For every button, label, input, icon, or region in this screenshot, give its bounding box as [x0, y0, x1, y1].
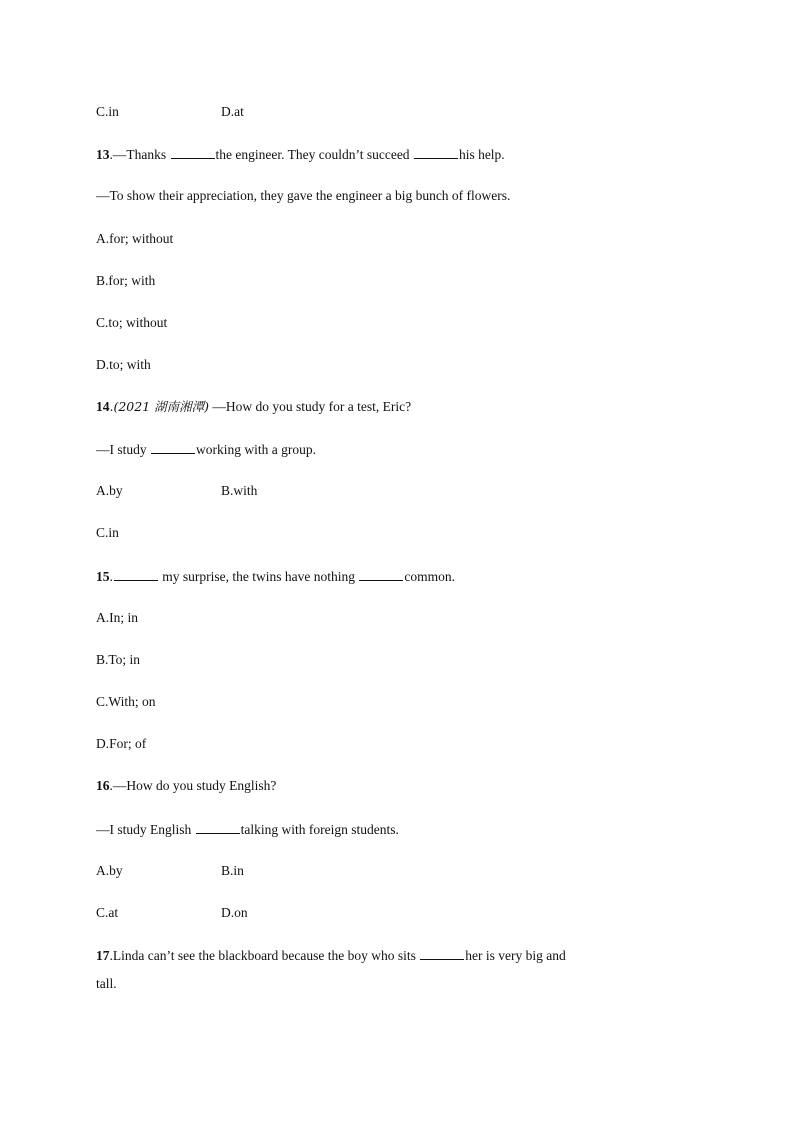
q14-reply — [96, 441, 316, 458]
question-number: 13 — [96, 147, 110, 162]
q13-stem-part2: the engineer. They couldn’t succeed — [215, 147, 410, 162]
answer-blank[interactable] — [196, 821, 240, 834]
question-number: 15 — [96, 569, 110, 584]
q16-reply — [96, 821, 399, 838]
q16-option-b: B.in — [221, 863, 244, 878]
q14-option-b: B.with — [221, 483, 258, 498]
q14-option-c: C.in — [96, 525, 119, 540]
answer-blank[interactable] — [171, 146, 215, 159]
q15-option-d: D.For; of — [96, 736, 147, 751]
q15-option-b: B.To; in — [96, 652, 141, 667]
q16-option-c: C.at — [96, 905, 119, 920]
q16-stem — [96, 778, 276, 794]
q16-reply-part1: —I study English — [96, 822, 192, 837]
q12-option-c: C.in — [96, 104, 119, 119]
q16-option-d: D.on — [221, 905, 248, 920]
q13-option-c: C.to; without — [96, 315, 168, 330]
q16-reply-part2: talking with foreign students. — [240, 822, 399, 837]
q13-stem-part1: .—Thanks — [109, 147, 167, 162]
q15-option-a: A.In; in — [96, 610, 138, 625]
answer-blank[interactable] — [359, 568, 403, 581]
q17-stem-part2: her is very big and — [465, 948, 566, 963]
q13-option-a: A.for; without — [96, 231, 174, 246]
q14-reply-part2: working with a group. — [196, 442, 316, 457]
q17-stem-part1: .Linda can’t see the blackboard because the boy who sits — [109, 948, 416, 963]
question-number: 17 — [96, 948, 110, 963]
answer-blank[interactable] — [414, 146, 458, 159]
answer-blank[interactable] — [151, 441, 195, 454]
q14-stem-text: —How do you study for a test, Eric? — [209, 399, 412, 414]
q17-stem — [96, 947, 566, 964]
q12-option-d: D.at — [221, 104, 244, 119]
question-number: 14 — [96, 399, 110, 414]
q13-reply: —To show their appreciation, they gave the engineer a big bunch of flowers. — [96, 188, 511, 203]
q16-option-a: A.by — [96, 863, 123, 878]
q15-stem-part2: common. — [404, 569, 455, 584]
q15-stem: 15. my surprise, the twins have nothing common. — [96, 569, 455, 584]
q13-stem — [96, 146, 505, 163]
q14-stem — [96, 399, 411, 415]
q15-option-c: C.With; on — [96, 694, 156, 709]
answer-blank[interactable] — [420, 947, 464, 960]
q16-stem-text: .—How do you study English? — [109, 778, 277, 793]
q17-stem-continued: tall. — [96, 976, 117, 991]
q13-option-b: B.for; with — [96, 273, 156, 288]
q13-option-d: D.to; with — [96, 357, 151, 372]
answer-blank[interactable] — [114, 568, 158, 581]
q14-reply-part1: —I study — [96, 442, 147, 457]
q14-option-a: A.by — [96, 483, 123, 498]
q15-stem-part1: my surprise, the twins have nothing — [162, 569, 355, 584]
question-number: 16 — [96, 778, 110, 793]
q14-source: .(2021 湖南湘潭) — [109, 399, 210, 414]
q13-stem-part3: his help. — [458, 147, 505, 162]
